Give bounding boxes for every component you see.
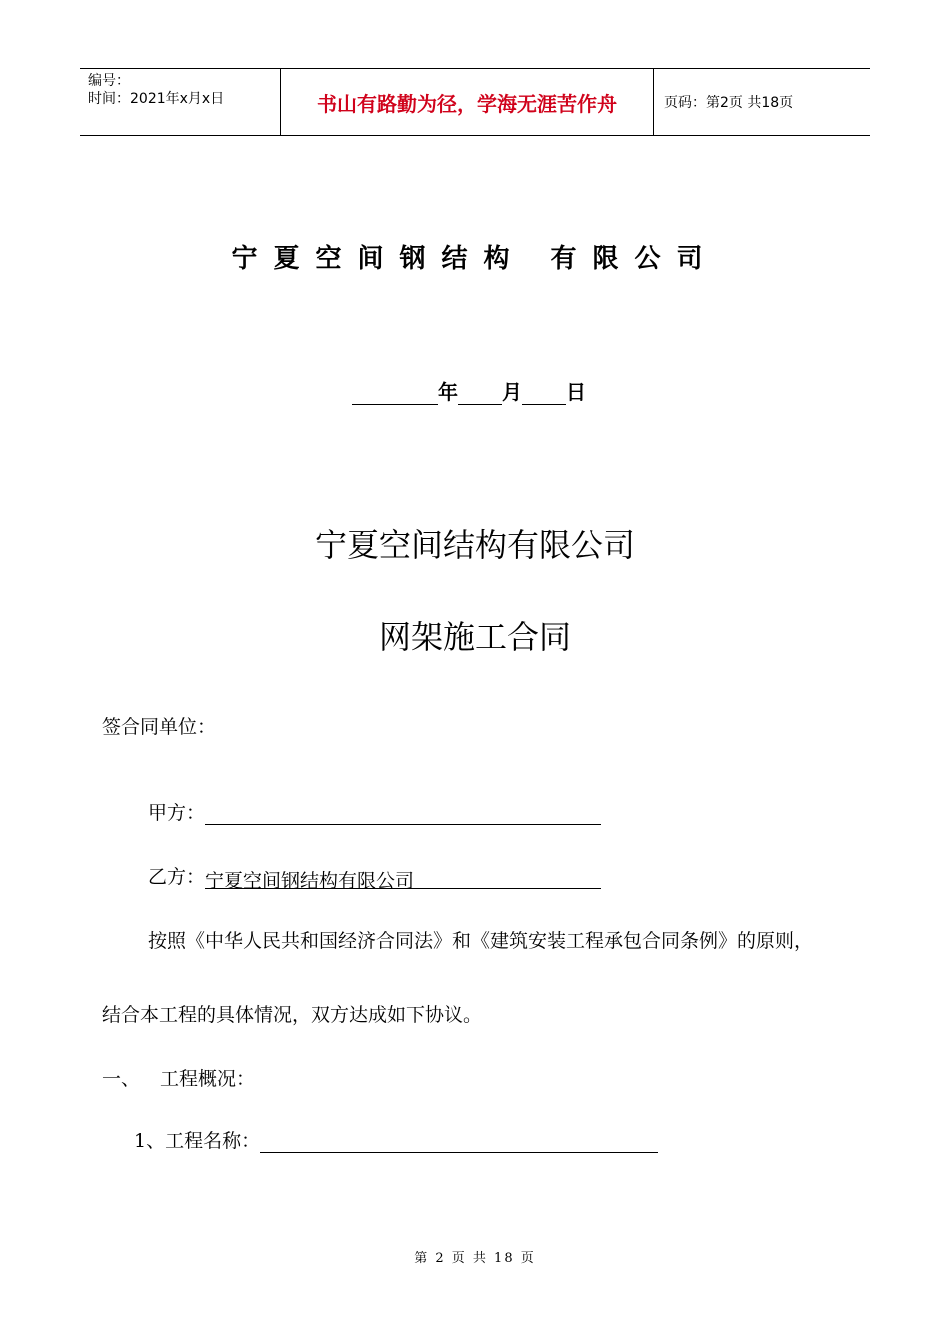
header-motto: 书山有路勤为径，学海无涯苦作舟: [281, 69, 654, 135]
party-a-blank: [205, 802, 601, 825]
document-time-label: 时间：2021年x月x日: [88, 91, 225, 107]
section-1-title: 工程概况：: [160, 1068, 256, 1090]
page-header-table: [80, 68, 870, 136]
party-b-label: 乙方：: [148, 866, 206, 888]
page-footer: 第 2 页 共 18 页: [414, 1251, 536, 1266]
item-1-label: 1、工程名称：: [134, 1130, 261, 1152]
project-name-blank: [260, 1130, 658, 1153]
section-1-number: 一、: [102, 1068, 141, 1090]
header-left-cell: [80, 69, 281, 135]
date-line: [352, 376, 586, 405]
party-b-row: [148, 862, 601, 892]
month-blank: [458, 382, 502, 405]
title-contract: 网架施工合同: [378, 618, 571, 656]
year-blank: [352, 382, 438, 405]
party-b-value: 宁夏空间钢结构有限公司: [205, 866, 601, 889]
document-number-label: 编号：: [88, 73, 130, 89]
intro-line-2: 结合本工程的具体情况，双方达成如下协议。: [102, 1004, 483, 1026]
party-a-label: 甲方：: [148, 802, 206, 824]
day-blank: [522, 382, 566, 405]
header-page-info: 页码：第2页 共18页: [664, 95, 794, 111]
section-1-heading: [102, 1064, 255, 1091]
intro-line-1: 按照《中华人民共和国经济合同法》和《建筑安装工程承包合同条例》的原则，: [148, 930, 814, 952]
title-company: 宁夏空间结构有限公司: [314, 526, 635, 564]
year-label: 年: [438, 380, 458, 404]
item-1-row: [134, 1126, 658, 1153]
company-name-heading: 宁夏空间钢结构 有限公司: [231, 244, 719, 274]
party-a-row: [148, 798, 601, 825]
day-label: 日: [566, 380, 586, 404]
month-label: 月: [502, 380, 522, 404]
signing-units-label: 签合同单位：: [102, 716, 217, 738]
